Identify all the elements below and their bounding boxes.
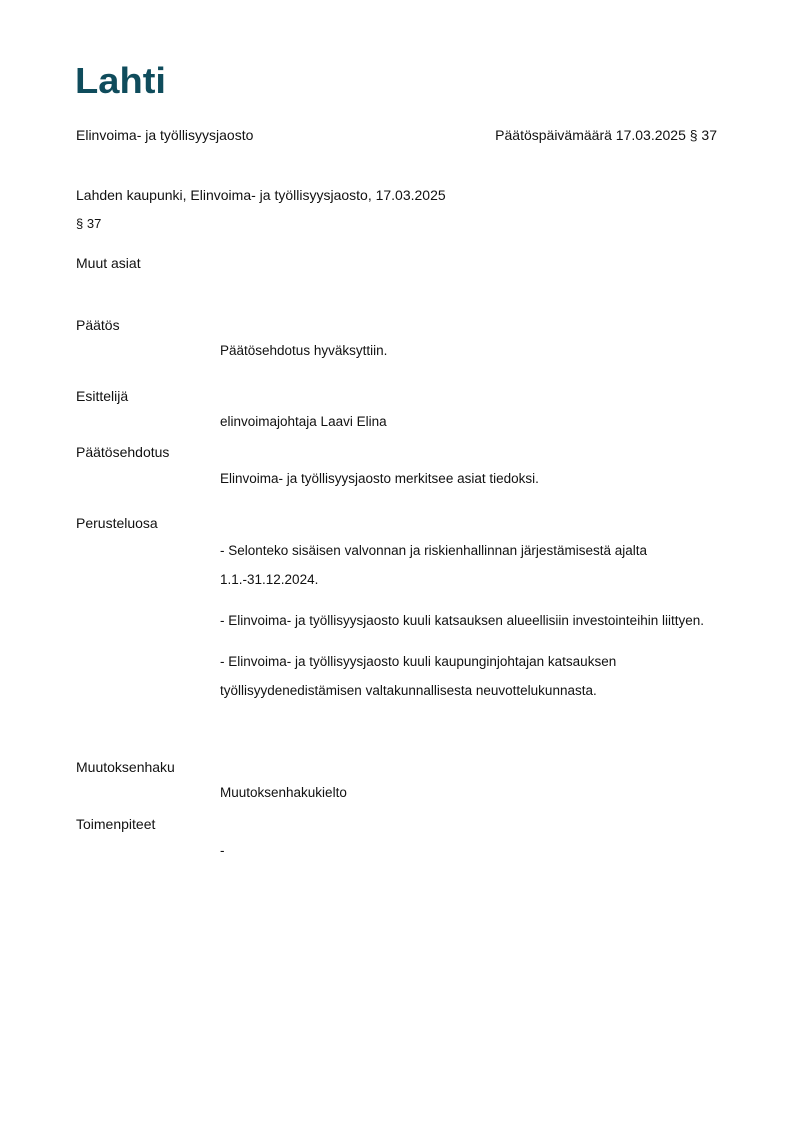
section-body-toimenpiteet [220,836,720,877]
justification-item: - Selonteko sisäisen valvonnan ja riskienhallinnan järjestämisestä ajalta 1.1.-31.12.2024. [220,543,647,587]
section-title-muutoksenhaku: Muutoksenhaku [76,759,175,775]
section-body-paatos [220,336,720,377]
section-body-muutoksenhaku [220,778,720,819]
section-body-perusteluosa [220,536,720,717]
decision-text: Päätösehdotus hyväksyttiin. [220,343,388,358]
committee-name: Elinvoima- ja työllisyysjaosto [76,127,254,143]
subject-title: Muut asiat [76,255,141,271]
section-body-paatosehdotus [220,464,720,505]
appeal-text: Muutoksenhakukielto [220,785,347,800]
paragraph-number: § 37 [76,216,102,231]
header-paragraph-number: § 37 [689,127,717,143]
section-title-perusteluosa: Perusteluosa [76,515,158,531]
section-body-esittelija [220,407,720,448]
section-title-paatosehdotus: Päätösehdotus [76,444,170,460]
decision-date-label: Päätöspäivämäärä 17.03.2025 [495,127,686,143]
section-title-esittelija: Esittelijä [76,388,129,404]
decision-date [495,126,717,144]
svg-text:Lahti: Lahti [75,62,166,98]
section-title-toimenpiteet: Toimenpiteet [76,816,156,832]
section-title-paatos: Päätös [76,317,120,333]
justification-item: - Elinvoima- ja työllisyysjaosto kuuli kaupunginjohtajan katsauksen työllisyydenedistämisen valtakunnallisesta neuvottelukunnasta. [220,654,617,698]
actions-text: - [220,843,225,858]
presenter-text: elinvoimajohtaja Laavi Elina [220,414,387,429]
lahti-logo [75,62,167,98]
justification-item: - Elinvoima- ja työllisyysjaosto kuuli katsauksen alueellisiin investointeihin liittyen. [220,613,704,628]
proposal-text: Elinvoima- ja työllisyysjaosto merkitsee asiat tiedoksi. [220,471,539,486]
meeting-line: Lahden kaupunki, Elinvoima- ja työllisyysjaosto, 17.03.2025 [76,187,446,203]
